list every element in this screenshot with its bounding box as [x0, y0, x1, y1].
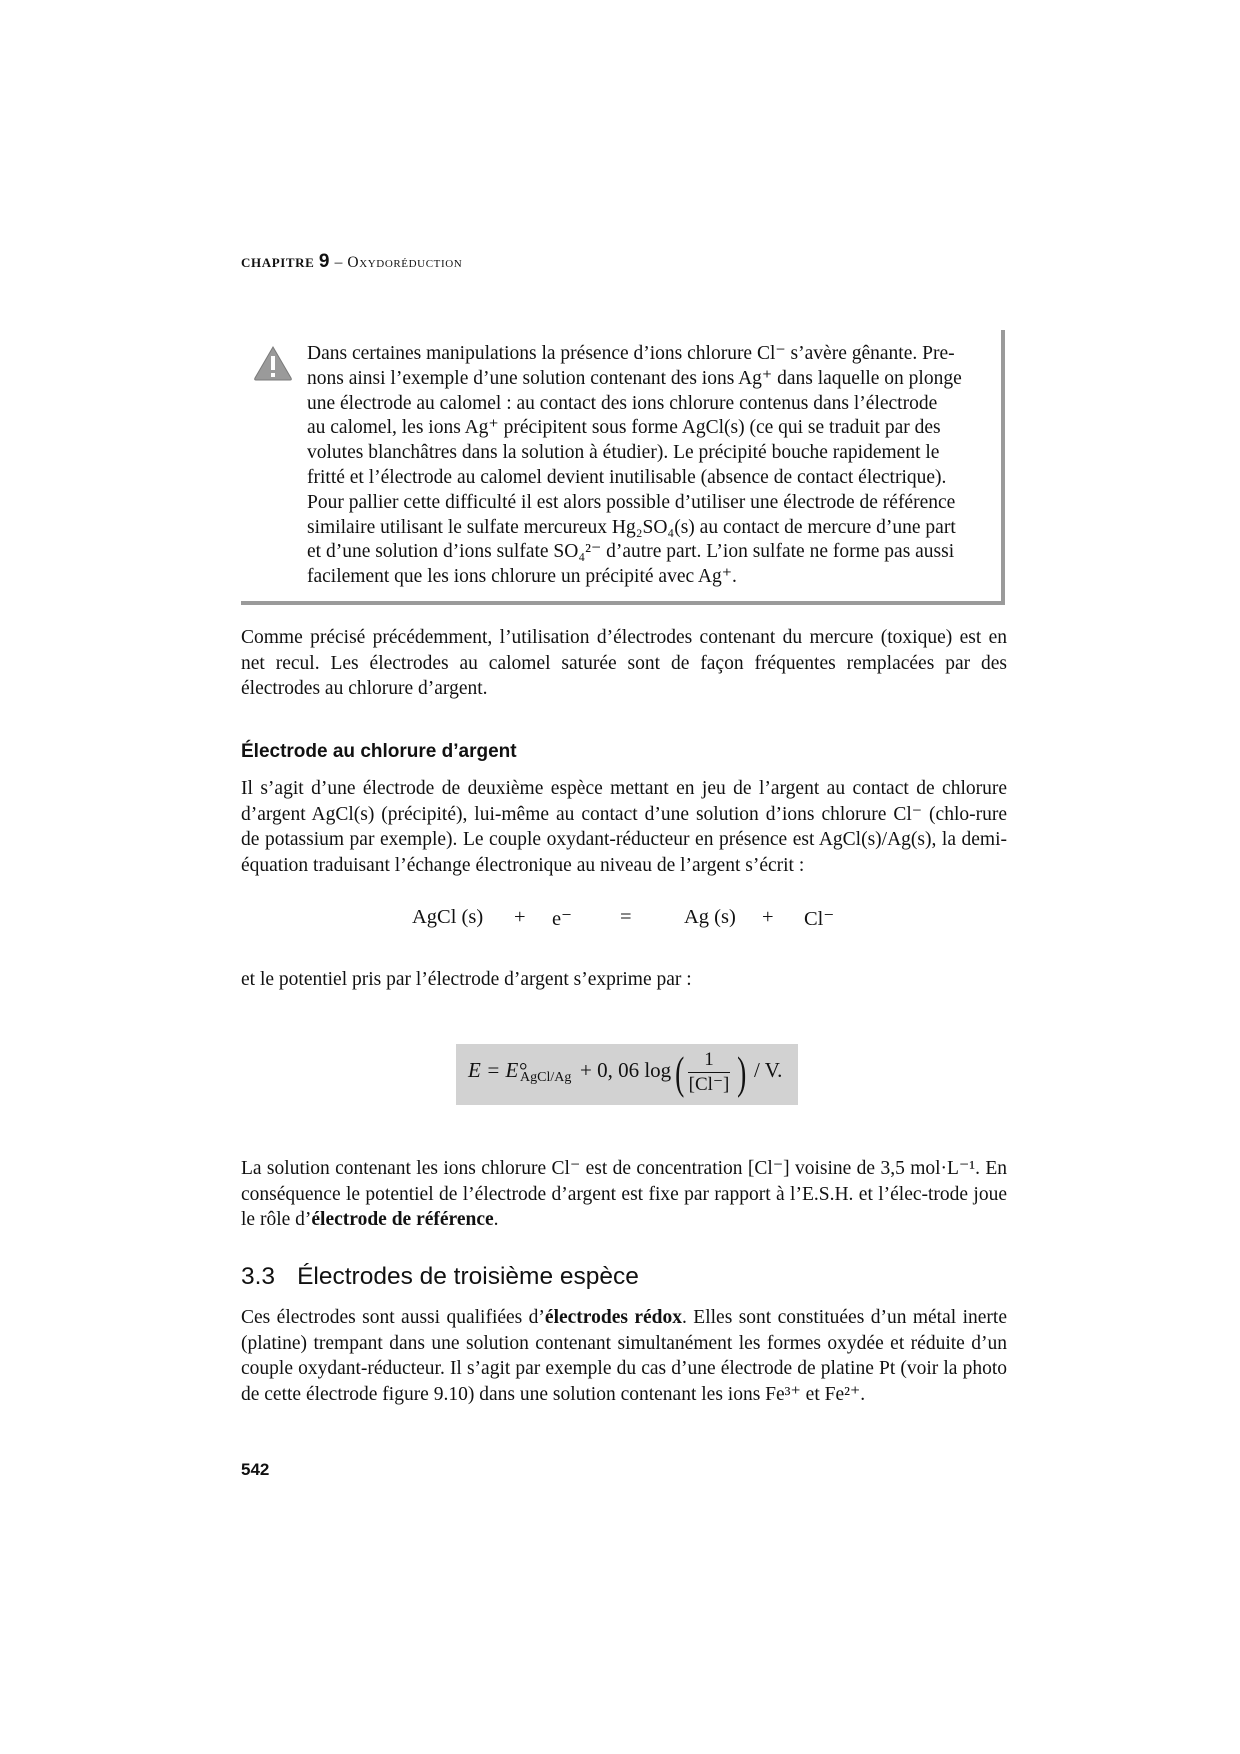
section-number: 3.3 [241, 1263, 276, 1290]
chapter-number: 9 [318, 251, 331, 272]
nernst-formula-box [456, 1044, 798, 1105]
formula-numerator: 1 [704, 1049, 714, 1070]
conclusion-end: . [493, 1209, 499, 1230]
warning-line: Pour pallier cette difficulté il est alors possible d’utiliser une électrode de référence [307, 491, 956, 513]
warning-box [241, 330, 1005, 605]
formula-unit: / V. [754, 1058, 783, 1082]
chapter-title: Oxydoréduction [347, 254, 463, 271]
eq-term-ag: Ag (s) [684, 906, 736, 928]
warning-line: et d’une solution d’ions sulfate SO₄²⁻ d’autre part. L’ion sulfate ne forme pas aussi [307, 541, 955, 563]
formula-denominator: [Cl⁻] [688, 1074, 730, 1095]
conclusion-bold: électrode de référence [311, 1209, 494, 1230]
formula-fraction [684, 1049, 734, 1096]
warning-line: une électrode au calomel : au contact des ions chlorure contenus dans l’électrode [307, 392, 938, 414]
warning-line: fritté et l’électrode au calomel devient inutilisable (absence de contact électrique). [307, 466, 947, 488]
eq-plus: + [762, 906, 774, 928]
eq-plus: + [514, 906, 526, 928]
potential-intro: et le potentiel pris par l’électrode d’argent s’exprime par : [241, 969, 692, 990]
chapter-separator: – [334, 254, 343, 271]
section-p-start: Ces électrodes sont aussi qualifiées d’ [241, 1307, 545, 1328]
eq-term-electron: e⁻ [552, 908, 572, 930]
intro-paragraph: Comme précisé précédemment, l’utilisation d’électrodes contenant du mercure (toxique) est en net recul. Les électrodes au calomel saturée sont de façon fréquentes remplacées par des électrodes au chlorure d’argent. [241, 627, 1007, 699]
warning-line: au calomel, les ions Ag⁺ précipitent sous forme AgCl(s) (ce qui se traduit par des [307, 417, 941, 439]
section-title: Électrodes de troisième espèce [297, 1263, 639, 1290]
warning-line: nons ainsi l’exemple d’une solution contenant des ions Ag⁺ dans laquelle on plonge [307, 367, 962, 389]
section-p-end: . Elles sont constituées d’un métal inerte (platine) trempant dans une solution contenant simultanément les formes oxydée et réduite d’un couple oxydant-réducteur. Il s’agit par exemple du cas d’une électrode de platine Pt (voir la photo de cette électrode figure 9.10) dans une solution contenant les ions Fe³⁺ et Fe²⁺. [241, 1307, 1007, 1405]
formula-middle: + 0, 06 log [580, 1058, 672, 1082]
section-p-bold: électrodes rédox [544, 1307, 683, 1328]
formula-subscript: AgCl/Ag [520, 1070, 572, 1085]
formula-lhs: E = E° [468, 1058, 527, 1082]
section-heading [241, 1263, 639, 1291]
warning-triangle-icon [253, 345, 293, 381]
warning-line: Dans certaines manipulations la présence d’ions chlorure Cl⁻ s’avère gênante. Pre- [307, 343, 955, 364]
eq-term-agcl: AgCl (s) [412, 906, 484, 928]
conclusion-paragraph [241, 1156, 1007, 1233]
fraction-bar [688, 1072, 730, 1073]
subsection-paragraph: Il s’agit d’une électrode de deuxième espèce mettant en jeu de l’argent au contact de chlorure d’argent AgCl(s) (précipité), lui-même au contact d’une solution d’ions chlorure Cl⁻ (chlo-rure de potassium par exemple). Le couple oxydant-réducteur en présence est AgCl(s)/Ag(s), la demi-équation traduisant l’échange électronique au niveau de l’argent s’écrit : [241, 778, 1007, 876]
section-paragraph [241, 1305, 1007, 1407]
warning-line: volutes blanchâtres dans la solution à étudier). Le précipité bouche rapidement le [307, 442, 940, 464]
eq-equals: = [620, 906, 632, 928]
warning-line: facilement que les ions chlorure un précipité avec Ag⁺. [307, 566, 737, 588]
formula-left-paren: ( [675, 1047, 685, 1098]
subsection-title: Électrode au chlorure d’argent [241, 741, 517, 762]
warning-text [307, 342, 991, 590]
half-equation [412, 906, 842, 936]
conclusion-text: La solution contenant les ions chlorure Cl⁻ est de concentration [Cl⁻] voisine de 3,5 mol·L⁻¹. En conséquence le potentiel de l’électrode d’argent est fixe par rapport à l’E.S.H. et l’élec-trode joue le rôle d’ [241, 1158, 1007, 1230]
chapter-label: CHAPITRE [241, 255, 315, 270]
formula-right-paren: ) [737, 1047, 747, 1098]
warning-line: similaire utilisant le sulfate mercureux Hg₂SO₄(s) au contact de mercure d’une part [307, 516, 956, 538]
eq-term-cl: Cl⁻ [804, 908, 835, 930]
page-number: 542 [241, 1460, 270, 1479]
running-head [241, 251, 462, 273]
